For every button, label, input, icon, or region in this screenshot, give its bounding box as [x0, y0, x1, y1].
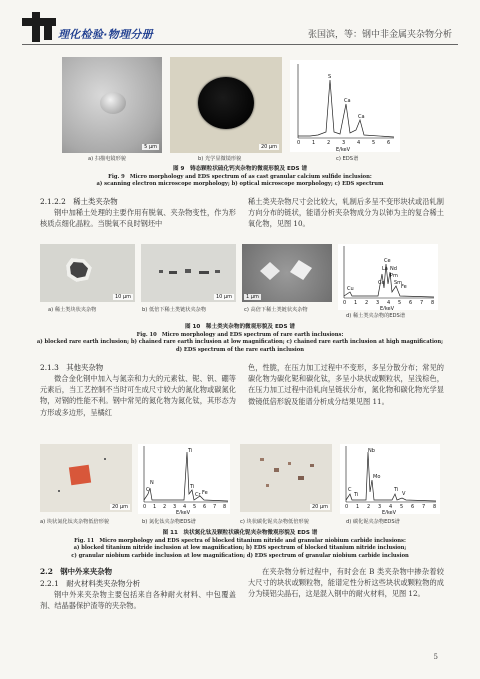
journal-name: 理化检验·物理分册: [58, 28, 153, 41]
section-heading: 2.1.2.2 稀土类夹杂物: [40, 197, 118, 206]
eds-peak-label: Ce: [378, 280, 385, 286]
svg-text:5: 5: [372, 140, 376, 146]
eds-peak-label: La: [382, 266, 388, 272]
fig11-tin-eds-spectrum: [138, 444, 230, 514]
fig10-caption-cn: 图 10 稀土类夹杂物的微观形貌及 EDS 谱: [184, 324, 296, 330]
running-title: 张国滨，等：钢中非金属夹杂物分析: [307, 30, 452, 40]
svg-text:5: 5: [398, 300, 402, 306]
fig11-caption-en: c) granular niobium carbide inclusion at low magnification; d) EDS spectrum of granular niobium carbide inclusion: [71, 553, 409, 559]
fig10-caption-en: Fig. 10 Micro morphology and EDS spectrum of rare earth inclusions:: [136, 332, 344, 338]
paragraph: 在夹杂物分析过程中，有时会在 B 类夹杂物中掺杂着较大尺寸的块状或颗粒物，能谱定性分析这些块状或颗粒物的成分为镁铝尖晶石，这是混入钢中的耐火材料，见图 12。: [248, 567, 444, 599]
section-heading: 2.1.3 其他夹杂物: [40, 363, 104, 372]
eds-axis-label: E/keV: [336, 147, 351, 152]
eds-peak-label: Ce: [384, 258, 391, 264]
fig11-label-c: c) 块状碳化铌夹杂物低倍形貌: [240, 519, 309, 525]
eds-peak-label: Nb: [368, 448, 375, 454]
fig10-label-a: a) 稀土类块状夹杂物: [48, 307, 97, 313]
svg-text:6: 6: [203, 504, 207, 510]
scale-bar: 10 μm: [215, 294, 232, 300]
eds-peak-label: S: [328, 74, 332, 80]
svg-text:2: 2: [367, 504, 371, 510]
svg-text:3: 3: [378, 504, 382, 510]
paragraph: 钢中加稀土处理的主要作用有脱氧、夹杂物变性，作为形核质点细化晶粒。当脱氧不良时钢坯中: [40, 208, 236, 229]
fig10-label-b: b) 低倍下稀土类链状夹杂物: [142, 307, 207, 313]
fig11-label-d: d) 碳化铌夹杂物EDS谱: [346, 519, 400, 525]
paragraph: 微合金化钢中加入与氮亲和力大的元素钛、铌、钒、硼等元素后，当工艺控制不当时可生成尺寸较大的氮化物或碳氮化物，对钢的性能不利。钢中常见的氮化物为氮化钛，其形态为方形或多边形，呈橘红: [40, 374, 236, 417]
svg-text:4: 4: [389, 504, 393, 510]
eds-peak-label: Fe: [401, 284, 407, 290]
fig9-optical-image: [170, 57, 282, 153]
fig9-sem-image: [62, 57, 162, 153]
fig10-chain-high-image: [242, 244, 332, 302]
eds-axis-label: E/keV: [382, 510, 397, 514]
fig9-caption-cn: 图 9 铸态颗粒状硫化钙夹杂物的微观形貌及 EDS 谱: [172, 166, 308, 172]
svg-text:7: 7: [420, 300, 424, 306]
page-number: 5: [433, 653, 438, 661]
scale-bar: 1 μm: [246, 294, 259, 300]
fig9-label-c: c) EDS谱: [336, 156, 359, 162]
svg-text:1: 1: [153, 504, 157, 510]
fig11-caption-en: Fig. 11 Micro morphology and EDS spectra of blocked titanium nitride and granular niobium carbide inclusions:: [74, 538, 406, 544]
eds-peak-label: C: [348, 487, 352, 493]
svg-text:8: 8: [223, 504, 227, 510]
svg-text:0: 0: [297, 140, 301, 146]
fig10-caption-en: d) EDS spectrum of the rare earth inclusion: [176, 347, 304, 353]
eds-axis-label: E/keV: [176, 510, 191, 514]
svg-text:4: 4: [387, 300, 391, 306]
fig10-chain-low-image: [141, 244, 236, 302]
eds-axis-label: E/keV: [380, 306, 395, 310]
eds-peak-label: Pm: [390, 273, 398, 279]
fig9-eds-spectrum: [290, 60, 400, 152]
eds-peak-label: Ca: [358, 114, 365, 120]
fig9-caption-en: Fig. 9 Micro morphology and EDS spectrum of as cast granular calcium sulfide inclusion:: [108, 174, 372, 180]
svg-text:5: 5: [400, 504, 404, 510]
eds-peak-label: Ti: [188, 448, 193, 454]
eds-peak-label: Cr: [195, 492, 201, 498]
eds-peak-label: Ca: [344, 98, 351, 104]
svg-text:5: 5: [193, 504, 197, 510]
svg-text:4: 4: [357, 140, 361, 146]
svg-text:6: 6: [387, 140, 391, 146]
eds-peak-label: Fe: [202, 490, 208, 496]
scale-bar: 10 μm: [114, 294, 131, 300]
fig11-nbc-eds-spectrum: [340, 444, 440, 514]
svg-text:7: 7: [213, 504, 217, 510]
eds-peak-label: Cu: [347, 286, 354, 292]
svg-text:3: 3: [376, 300, 380, 306]
paragraph: 色，性脆，在压力加工过程中不变形，多呈分散分布；常见的碳化物为碳化铌和碳化钛，多呈小块状或颗粒状，呈浅棕色，在压力加工过程中沿轧向呈链状分布，氮化物和碳化物光学显微镜低倍形貌及能谱分析成分结果见图 11。: [248, 363, 444, 406]
svg-text:0: 0: [343, 300, 347, 306]
svg-text:1: 1: [354, 300, 358, 306]
eds-peak-label: N: [150, 480, 154, 486]
fig11-caption-en: a) blocked titanium nitride inclusion at low magnification; b) EDS spectrum of blocked titanium nitride inclusion;: [73, 545, 407, 551]
svg-text:0: 0: [143, 504, 147, 510]
eds-peak-label: Sm: [394, 280, 403, 286]
fig10-eds-spectrum: [338, 244, 438, 310]
svg-text:2: 2: [365, 300, 369, 306]
fig11-nbc-image: [240, 444, 332, 512]
paragraph: 钢中外来夹杂物主要包括来自各种耐火材料、中包覆盖剂、结晶器保护渣等的夹杂物。: [40, 590, 236, 611]
svg-text:7: 7: [422, 504, 426, 510]
section-heading: 2.2 钢中外来夹杂物: [40, 567, 112, 576]
scale-bar: 20 μm: [111, 504, 128, 510]
svg-text:1: 1: [312, 140, 316, 146]
eds-peak-label: C: [146, 487, 150, 493]
fig10-caption-en: a) blocked rare earth inclusion; b) chained rare earth inclusion at low magnification; c) chained rare earth inclusion at high magnification;: [36, 339, 444, 345]
fig9-label-a: a) 扫描电镜形貌: [88, 156, 126, 162]
fig10-label-c: c) 高倍下稀土类链状夹杂物: [244, 307, 308, 313]
eds-peak-label: Ti: [190, 484, 195, 490]
svg-text:6: 6: [411, 504, 415, 510]
svg-text:0: 0: [345, 504, 349, 510]
svg-text:3: 3: [173, 504, 177, 510]
paragraph: 稀土类夹杂物尺寸会比较大，轧制后多呈不变形块状或沿轧制方向分布的链状，能谱分析夹杂物成分为以铈为主的复合稀土氧化物，见图 10。: [248, 197, 444, 229]
svg-text:8: 8: [433, 504, 437, 510]
svg-text:4: 4: [183, 504, 187, 510]
fig11-label-b: b) 氮化钛夹杂物EDS谱: [142, 519, 196, 525]
svg-text:6: 6: [409, 300, 413, 306]
fig11-label-a: a) 块状氮化钛夹杂物低倍形貌: [40, 519, 110, 525]
scale-bar: 20 μm: [311, 504, 328, 510]
scale-bar: 20 μm: [260, 144, 277, 150]
scale-bar: 5 μm: [144, 144, 157, 150]
fig11-tin-image: [40, 444, 132, 512]
eds-peak-label: Ti: [394, 487, 399, 493]
eds-peak-label: Mo: [373, 474, 381, 480]
subsection-heading: 2.2.1 耐火材料类夹杂物分析: [40, 579, 141, 588]
fig9-caption-en: a) scanning electron microscope morphology; b) optical microscope morphology; c) EDS spectrum: [96, 181, 384, 187]
eds-x-ticks: [297, 140, 390, 146]
svg-text:1: 1: [356, 504, 360, 510]
fig10-block-image: [40, 244, 135, 302]
svg-text:2: 2: [327, 140, 331, 146]
fig11-caption-cn: 图 11 块状氮化钛及颗粒状碳化铌夹杂物微观形貌及 EDS 谱: [162, 530, 318, 536]
eds-peak-label: V: [402, 491, 406, 497]
eds-peak-label: Ti: [354, 492, 359, 498]
fig9-label-b: b) 光学显微镜形貌: [198, 156, 242, 162]
eds-peak-label: Nd: [390, 266, 397, 272]
svg-text:3: 3: [342, 140, 346, 146]
svg-text:8: 8: [431, 300, 435, 306]
header-divider: [22, 44, 458, 45]
fig10-label-d: d) 稀土类夹杂物的EDS谱: [346, 313, 406, 319]
journal-logo-icon: [22, 12, 56, 42]
svg-text:2: 2: [163, 504, 167, 510]
